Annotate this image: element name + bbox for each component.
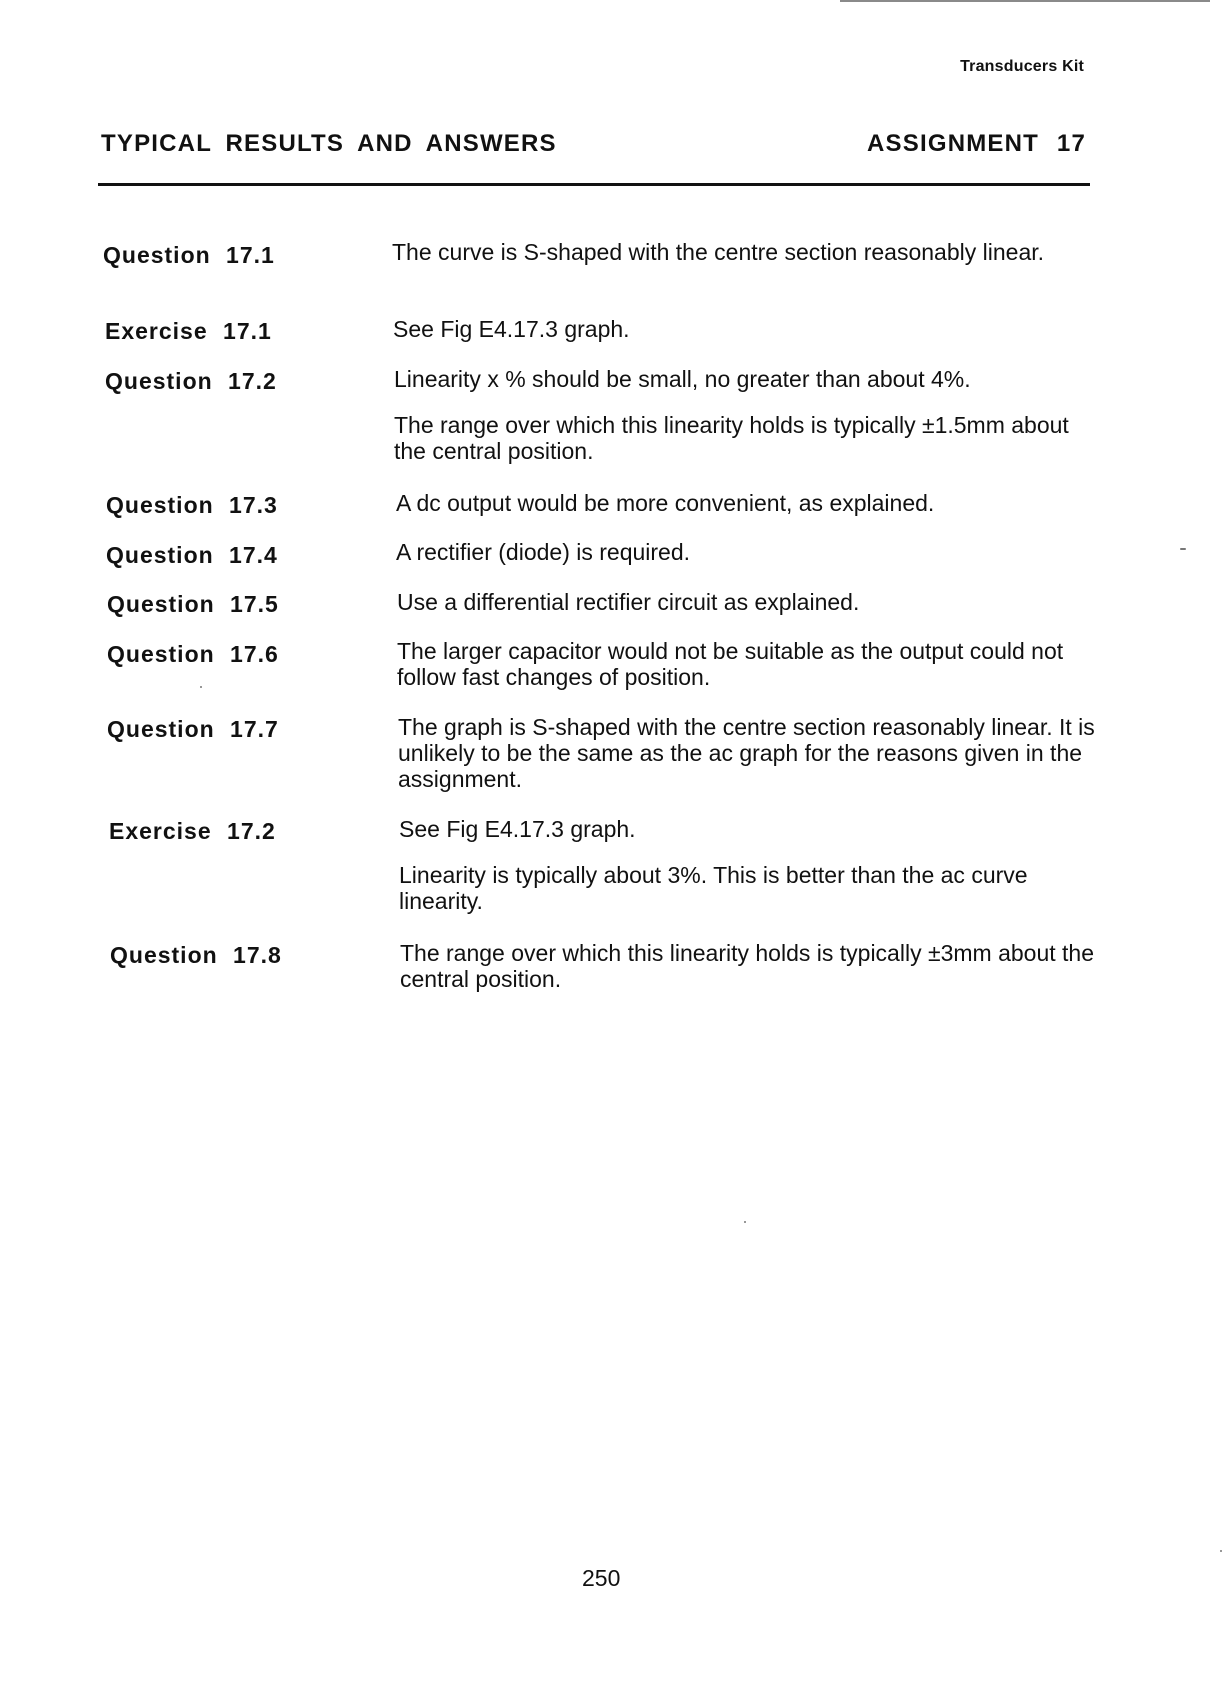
entry-answer bbox=[393, 316, 1093, 342]
scan-speck bbox=[200, 686, 202, 688]
answer-paragraph: See Fig E4.17.3 graph. bbox=[399, 816, 636, 842]
entry-answer bbox=[399, 816, 1099, 914]
scan-speck bbox=[1180, 548, 1186, 550]
answer-paragraph: The range over which this linearity holds is typically ±3mm about the central position. bbox=[400, 940, 1094, 992]
kit-title: Transducers Kit bbox=[960, 58, 1084, 75]
answer-paragraph: The range over which this linearity holds is typically ±1.5mm about the central position. bbox=[394, 412, 1069, 464]
answer-paragraph: Linearity is typically about 3%. This is better than the ac curve linearity. bbox=[399, 862, 1028, 914]
entry-label: Question 17.5 bbox=[107, 591, 279, 617]
answer-paragraph: Linearity x % should be small, no greater than about 4%. bbox=[394, 366, 971, 392]
entry-label: Question 17.4 bbox=[106, 542, 278, 568]
answer-paragraph: Use a differential rectifier circuit as explained. bbox=[397, 589, 860, 615]
entry-answer bbox=[396, 490, 1096, 516]
entry-answer bbox=[398, 714, 1098, 792]
entry-label: Exercise 17.1 bbox=[105, 318, 272, 344]
entry-answer bbox=[397, 638, 1097, 690]
entry-answer bbox=[392, 239, 1092, 265]
entry-answer bbox=[396, 539, 1096, 565]
page-number: 250 bbox=[582, 1565, 621, 1591]
header-divider bbox=[98, 183, 1090, 186]
scan-speck bbox=[1220, 1550, 1222, 1552]
entry-answer bbox=[400, 940, 1100, 992]
entry-answer bbox=[394, 366, 1094, 464]
entry-label: Question 17.8 bbox=[110, 942, 282, 968]
answer-paragraph: A rectifier (diode) is required. bbox=[396, 539, 691, 565]
answer-paragraph: A dc output would be more convenient, as explained. bbox=[396, 490, 935, 516]
answer-paragraph: The larger capacitor would not be suitable as the output could not follow fast changes of position. bbox=[397, 638, 1064, 690]
answer-paragraph: The curve is S-shaped with the centre section reasonably linear. bbox=[392, 239, 1045, 265]
scan-speck bbox=[744, 1221, 746, 1223]
entry-label: Exercise 17.2 bbox=[109, 818, 276, 844]
assignment-title: ASSIGNMENT 17 bbox=[867, 130, 1086, 157]
answer-paragraph: See Fig E4.17.3 graph. bbox=[393, 316, 630, 342]
scan-edge-line bbox=[840, 0, 1210, 2]
answer-paragraph: The graph is S-shaped with the centre section reasonably linear. It is unlikely to be the same as the ac graph for the reasons given in the assignment. bbox=[398, 714, 1095, 792]
entry-label: Question 17.6 bbox=[107, 641, 279, 667]
entry-label: Question 17.1 bbox=[103, 242, 275, 268]
entry-label: Question 17.7 bbox=[107, 716, 279, 742]
entry-label: Question 17.3 bbox=[106, 492, 278, 518]
entry-answer bbox=[397, 589, 1097, 615]
section-title: TYPICAL RESULTS AND ANSWERS bbox=[101, 130, 557, 157]
entry-label: Question 17.2 bbox=[105, 368, 277, 394]
